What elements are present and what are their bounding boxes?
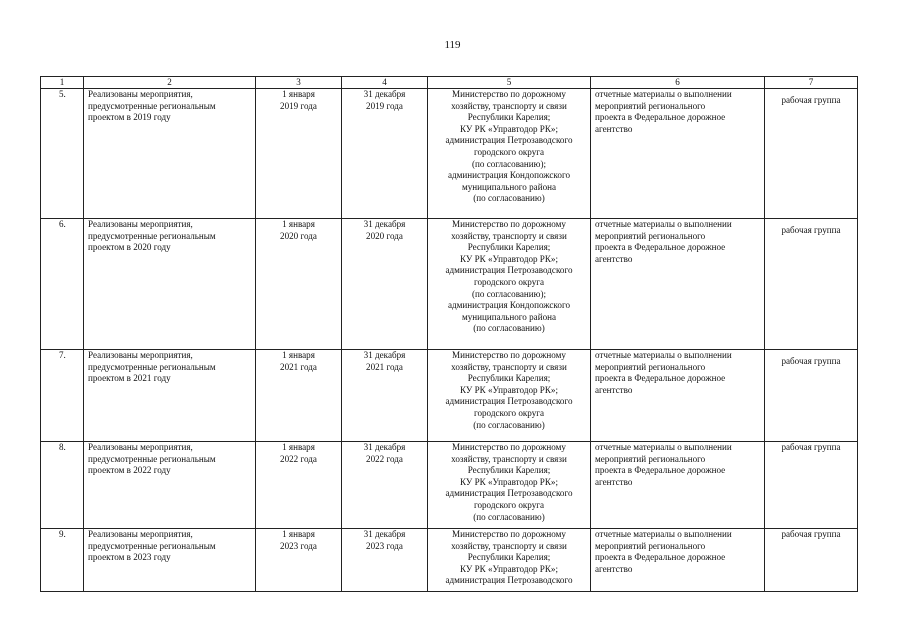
control-cell	[765, 529, 858, 592]
executor-line: КУ РК «Управтодор РК»;	[459, 563, 559, 574]
executor-line: муниципального района	[461, 181, 557, 192]
result-line: проектом в 2022 году	[88, 465, 171, 476]
executor-line: администрация Кондопожского	[447, 170, 570, 181]
documents-cell	[591, 219, 765, 350]
end-date-line: 2020 года	[366, 230, 403, 241]
executor-line: городского округа	[473, 276, 545, 287]
end-date-line: 31 декабря	[363, 219, 406, 229]
executor-line: Республики Карелия;	[467, 552, 551, 563]
table-row	[41, 442, 858, 529]
executor-line: Республики Карелия;	[467, 112, 551, 123]
end-date-line: 2019 года	[366, 100, 403, 111]
executors-cell	[428, 350, 591, 442]
document-line: отчетные материалы о выполнении	[595, 350, 732, 360]
executor-line: Министерство по дорожному	[452, 529, 566, 539]
result-line: предусмотренные региональным	[88, 361, 216, 372]
start-date-line: 2023 года	[280, 540, 317, 551]
executor-line: администрация Петрозаводского	[445, 488, 573, 499]
column-header: 1	[41, 77, 84, 89]
executor-line: КУ РК «Управтодор РК»;	[459, 384, 559, 395]
documents-cell	[591, 442, 765, 529]
document-line: агентство	[595, 476, 633, 487]
start-date-line: 1 января	[282, 442, 315, 452]
document-line: агентство	[595, 384, 633, 395]
row-number: 7.	[59, 350, 66, 360]
executor-line: администрация Петрозаводского	[445, 575, 573, 586]
executors-cell	[428, 529, 591, 592]
start-date-line: 1 января	[282, 89, 315, 99]
result-line: Реализованы мероприятия,	[88, 89, 193, 99]
control-form: рабочая группа	[781, 442, 841, 452]
table-row	[41, 350, 858, 442]
start-date-cell	[256, 89, 342, 219]
end-date-cell	[342, 350, 428, 442]
column-header: 5	[428, 77, 591, 89]
executor-line: КУ РК «Управтодор РК»;	[459, 123, 559, 134]
row-number-cell	[41, 219, 84, 350]
table-row	[41, 529, 858, 592]
document-line: мероприятий регионального	[595, 230, 706, 241]
end-date-cell	[342, 219, 428, 350]
executor-line: хозяйству, транспорту и связи	[451, 453, 567, 464]
document-line: отчетные материалы о выполнении	[595, 442, 732, 452]
start-date-line: 2019 года	[280, 100, 317, 111]
result-cell	[84, 89, 256, 219]
result-line: предусмотренные региональным	[88, 230, 216, 241]
row-number-cell	[41, 442, 84, 529]
executor-line: Республики Карелия;	[467, 465, 551, 476]
executor-line: администрация Петрозаводского	[445, 396, 573, 407]
row-number-cell	[41, 89, 84, 219]
start-date-cell	[256, 529, 342, 592]
executor-line: хозяйству, транспорту и связи	[451, 100, 567, 111]
executor-line: КУ РК «Управтодор РК»;	[459, 253, 559, 264]
executor-line: Министерство по дорожному	[452, 350, 566, 360]
column-header: 7	[765, 77, 858, 89]
executor-line: (по согласованию);	[471, 158, 546, 169]
end-date-line: 31 декабря	[363, 529, 406, 539]
documents-cell	[591, 89, 765, 219]
end-date-cell	[342, 89, 428, 219]
document-line: проекта в Федеральное дорожное	[595, 112, 726, 123]
document-line: проекта в Федеральное дорожное	[595, 465, 726, 476]
row-number-cell	[41, 350, 84, 442]
column-header: 3	[256, 77, 342, 89]
start-date-line: 1 января	[282, 219, 315, 229]
document-line: мероприятий регионального	[595, 100, 706, 111]
end-date-line: 2021 года	[366, 361, 403, 372]
header-row	[41, 77, 858, 89]
executor-line: Министерство по дорожному	[452, 442, 566, 452]
executor-line: хозяйству, транспорту и связи	[451, 230, 567, 241]
document-line: проекта в Федеральное дорожное	[595, 242, 726, 253]
end-date-line: 31 декабря	[363, 442, 406, 452]
column-header: 2	[84, 77, 256, 89]
document-line: отчетные материалы о выполнении	[595, 529, 732, 539]
result-cell	[84, 442, 256, 529]
start-date-cell	[256, 219, 342, 350]
executor-line: (по согласованию)	[473, 323, 545, 334]
start-date-line: 2021 года	[280, 361, 317, 372]
start-date-line: 1 января	[282, 529, 315, 539]
result-line: Реализованы мероприятия,	[88, 529, 193, 539]
result-cell	[84, 529, 256, 592]
document-line: проекта в Федеральное дорожное	[595, 373, 726, 384]
end-date-line: 2023 года	[366, 540, 403, 551]
document-line: проекта в Федеральное дорожное	[595, 552, 726, 563]
executors-cell	[428, 89, 591, 219]
end-date-cell	[342, 442, 428, 529]
row-number: 6.	[59, 219, 66, 229]
executor-line: Республики Карелия;	[467, 242, 551, 253]
executor-line: (по согласованию)	[473, 511, 545, 522]
document-line: агентство	[595, 563, 633, 574]
start-date-line: 2022 года	[280, 453, 317, 464]
start-date-line: 1 января	[282, 350, 315, 360]
start-date-line: 2020 года	[280, 230, 317, 241]
executors-cell	[428, 219, 591, 350]
executor-line: Республики Карелия;	[467, 373, 551, 384]
result-line: предусмотренные региональным	[88, 100, 216, 111]
document-line: мероприятий регионального	[595, 453, 706, 464]
table-row	[41, 219, 858, 350]
result-line: Реализованы мероприятия,	[88, 442, 193, 452]
control-form: рабочая группа	[781, 529, 841, 539]
executor-line: администрация Кондопожского	[447, 300, 570, 311]
executor-line: Министерство по дорожному	[452, 89, 566, 99]
column-header: 6	[591, 77, 765, 89]
result-cell	[84, 219, 256, 350]
executor-line: (по согласованию)	[473, 419, 545, 430]
document-line: мероприятий регионального	[595, 540, 706, 551]
control-form: рабочая группа	[781, 356, 841, 366]
result-line: проектом в 2023 году	[88, 552, 171, 563]
executors-cell	[428, 442, 591, 529]
executor-line: хозяйству, транспорту и связи	[451, 540, 567, 551]
executor-line: (по согласованию)	[473, 193, 545, 204]
result-line: проектом в 2020 году	[88, 242, 171, 253]
row-number: 5.	[59, 89, 66, 99]
end-date-cell	[342, 529, 428, 592]
end-date-line: 31 декабря	[363, 350, 406, 360]
executor-line: муниципального района	[461, 311, 557, 322]
result-line: проектом в 2019 году	[88, 112, 171, 123]
control-cell	[765, 219, 858, 350]
control-cell	[765, 442, 858, 529]
executor-line: администрация Петрозаводского	[445, 265, 573, 276]
document-line: отчетные материалы о выполнении	[595, 89, 732, 99]
document-line: мероприятий регионального	[595, 361, 706, 372]
table-row	[41, 89, 858, 219]
control-cell	[765, 89, 858, 219]
page-number: 119	[444, 39, 461, 51]
documents-cell	[591, 529, 765, 592]
document-line: агентство	[595, 253, 633, 264]
end-date-line: 2022 года	[366, 453, 403, 464]
result-line: предусмотренные региональным	[88, 453, 216, 464]
documents-cell	[591, 350, 765, 442]
executor-line: Министерство по дорожному	[452, 219, 566, 229]
result-line: Реализованы мероприятия,	[88, 350, 193, 360]
executor-line: (по согласованию);	[471, 288, 546, 299]
control-form: рабочая группа	[781, 225, 841, 235]
row-number: 9.	[59, 529, 66, 539]
executor-line: КУ РК «Управтодор РК»;	[459, 476, 559, 487]
executor-line: городского округа	[473, 146, 545, 157]
result-line: Реализованы мероприятия,	[88, 219, 193, 229]
start-date-cell	[256, 442, 342, 529]
executor-line: городского округа	[473, 407, 545, 418]
end-date-line: 31 декабря	[363, 89, 406, 99]
activities-table	[40, 76, 858, 592]
executor-line: администрация Петрозаводского	[445, 135, 573, 146]
result-line: проектом в 2021 году	[88, 373, 171, 384]
row-number-cell	[41, 529, 84, 592]
control-cell	[765, 350, 858, 442]
start-date-cell	[256, 350, 342, 442]
result-line: предусмотренные региональным	[88, 540, 216, 551]
column-header: 4	[342, 77, 428, 89]
document-line: отчетные материалы о выполнении	[595, 219, 732, 229]
executor-line: хозяйству, транспорту и связи	[451, 361, 567, 372]
document-line: агентство	[595, 123, 633, 134]
control-form: рабочая группа	[781, 95, 841, 105]
row-number: 8.	[59, 442, 66, 452]
result-cell	[84, 350, 256, 442]
executor-line: городского округа	[473, 499, 545, 510]
